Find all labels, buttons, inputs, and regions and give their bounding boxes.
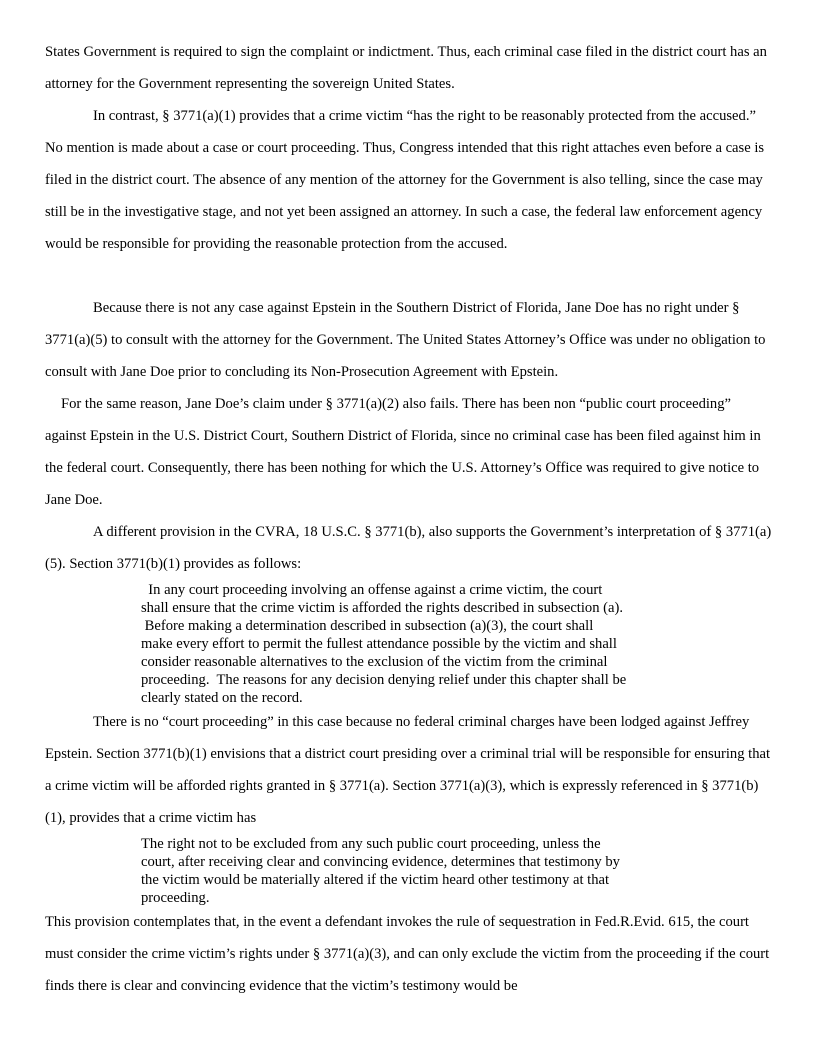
paragraph-cvra-provision: A different provision in the CVRA, 18 U.S.C. § 3771(b), also supports the Government’s interpretation of § 3771(a)(5). Section 3771(b)(1) provides as follows: bbox=[45, 524, 772, 572]
quote-line: clearly stated on the record. bbox=[141, 690, 303, 706]
quote-line: the victim would be materially altered if the victim heard other testimony at that bbox=[141, 872, 610, 888]
block-quote-3771a3 bbox=[141, 835, 681, 907]
quote-line: court, after receiving clear and convincing evidence, determines that testimony by bbox=[141, 854, 620, 870]
quote-line: shall ensure that the crime victim is afforded the rights described in subsection (a). bbox=[141, 600, 623, 616]
quote-line: make every effort to permit the fullest attendance possible by the victim and shall bbox=[141, 636, 617, 652]
quote-line: proceeding. The reasons for any decision denying relief under this chapter shall be bbox=[141, 672, 627, 688]
paragraph-sequestration-rule: This provision contemplates that, in the event a defendant invokes the rule of sequestration in Fed.R.Evid. 615, the court must consider the crime victim’s rights under § 3771(a)(3), and can only exclude the victim from the proceeding if the court finds there is clear and convincing evidence that the victim’s testimony would be bbox=[45, 914, 770, 994]
paragraph-notice-claim: For the same reason, Jane Doe’s claim under § 3771(a)(2) also fails. There has been non “public court proceeding” against Epstein in the U.S. District Court, Southern District of Florida, since no criminal case has been filed against him in the federal court. Consequently, there has been nothing for which the U.S. Attorney’s Office was required to give notice to Jane Doe. bbox=[45, 396, 761, 508]
quote-line: consider reasonable alternatives to the exclusion of the victim from the criminal bbox=[141, 654, 608, 670]
quote-line: proceeding. bbox=[141, 890, 210, 906]
paragraph-government-attorney: States Government is required to sign the complaint or indictment. Thus, each criminal case filed in the district court has an attorney for the Government representing the sovereign United States. bbox=[45, 44, 767, 92]
quote-line: The right not to be excluded from any such public court proceeding, unless the bbox=[141, 836, 601, 852]
paragraph-no-court-proceeding: There is no “court proceeding” in this case because no federal criminal charges have been lodged against Jeffrey Epstein. Section 3771(b)(1) envisions that a district court presiding over a criminal trial will be responsible for ensuring that a crime victim will be afforded rights granted in § 3771(a). Section 3771(a)(3), which is expressly referenced in § 3771(b)(1), provides that a crime victim has bbox=[45, 714, 771, 826]
block-quote-3771b1 bbox=[141, 581, 681, 707]
paragraph-protection-right: In contrast, § 3771(a)(1) provides that a crime victim “has the right to be reasonably protected from the accused.” No mention is made about a case or court proceeding. Thus, Congress intended that this right attaches even before a case is filed in the district court. The absence of any mention of the attorney for the Government is also telling, since the case may still be in the investigative stage, and not yet been assigned an attorney. In such a case, the federal law enforcement agency would be responsible for providing the reasonable protection from the accused. bbox=[45, 108, 765, 252]
quote-line: Before making a determination described in subsection (a)(3), the court shall bbox=[141, 618, 594, 634]
quote-line: In any court proceeding involving an offense against a crime victim, the court bbox=[141, 582, 603, 598]
paragraph-no-case-consult: Because there is not any case against Epstein in the Southern District of Florida, Jane Doe has no right under § 3771(a)(5) to consult with the attorney for the Government. The United States Attorney’s Office was under no obligation to consult with Jane Doe prior to concluding its Non-Prosecution Agreement with Epstein. bbox=[45, 300, 766, 380]
